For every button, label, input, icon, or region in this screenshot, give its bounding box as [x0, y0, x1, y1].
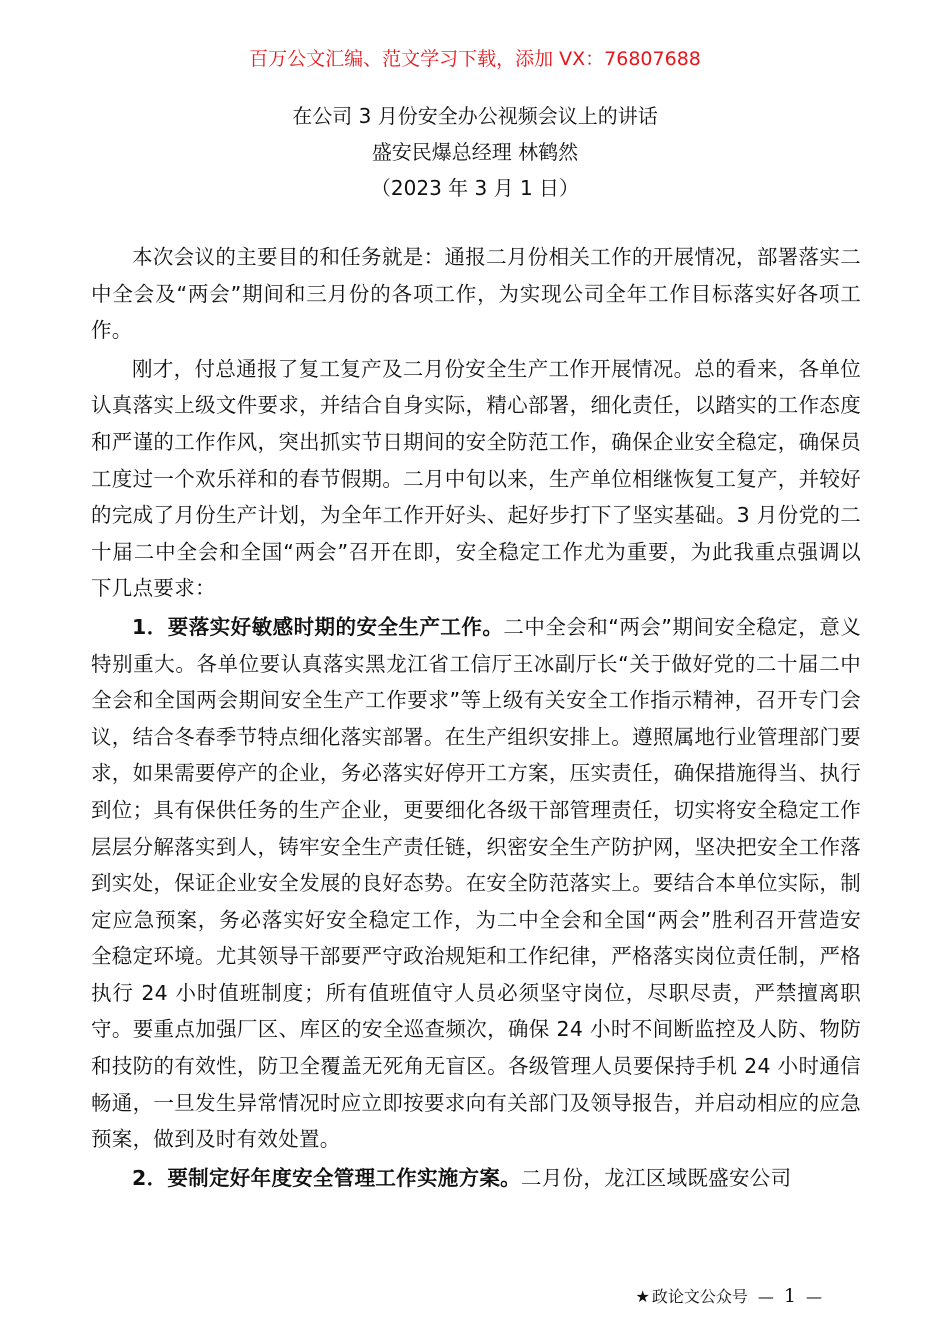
page-number: 1	[783, 1285, 796, 1307]
footer-dash-right: —	[806, 1287, 822, 1306]
item-1-heading: 1．要落实好敏感时期的安全生产工作。	[132, 614, 504, 639]
title-block	[0, 98, 950, 206]
footer-source: 政论文公众号	[651, 1287, 748, 1306]
item-2-heading: 2．要制定好年度安全管理工作实施方案。	[132, 1165, 521, 1190]
footer-dash-left: —	[757, 1287, 774, 1306]
document-title: 在公司 3 月份安全办公视频会议上的讲话	[292, 104, 658, 128]
document-body	[91, 239, 861, 1198]
date-line: （2023 年 3 月 1 日）	[370, 176, 580, 200]
item-2-paragraph	[91, 1160, 861, 1197]
paragraph-intro: 本次会议的主要目的和任务就是：通报二月份相关工作的开展情况，部署落实二中全会及“两会”期间和三月份的各项工作，为实现公司全年工作目标落实好各项工作。	[91, 245, 861, 343]
paragraph-review: 刚才，付总通报了复工复产及二月份安全生产工作开展情况。总的看来，各单位认真落实上级文件要求，并结合自身实际，精心部署，细化责任，以踏实的工作态度和严谨的工作作风，突出抓实节日期间的安全防范工作，确保企业安全稳定，确保员工度过一个欢乐祥和的春节假期。二月中旬以来，生产单位相继恢复工复产，并较好的完成了月份生产计划，为全年工作开好头、起好步打下了坚实基础。3 月份党的二十届二中全会和全国“两会”召开在即，安全稳定工作尤为重要，为此我重点强调以下几点要求：	[91, 356, 861, 601]
item-1-text: 二中全会和“两会”期间安全稳定，意义特别重大。各单位要认真落实黑龙江省工信厅王冰副厅长“关于做好党的二十届二中全会和全国两会期间安全生产工作要求”等上级有关安全工作指示精神，召开专门会议，结合冬春季节特点细化落实部署。在生产组织安排上。遵照属地行业管理部门要求，如果需要停产的企业，务必落实好停开工方案，压实责任，确保措施得当、执行到位；具有保供任务的生产企业，更要细化各级干部管理责任，切实将安全稳定工作层层分解落实到人，铸牢安全生产责任链，织密安全生产防护网，坚决把安全工作落到实处，保证企业安全发展的良好态势。在安全防范落实上。要结合本单位实际，制定应急预案，务必落实好安全稳定工作，为二中全会和全国“两会”胜利召开营造安全稳定环境。尤其领导干部要严守政治规矩和工作纪律，严格落实岗位责任制，严格执行 24 小时值班制度；所有值班值守人员必须坚守岗位，尽职尽责，严禁擅离职守。要重点加强厂区、库区的安全巡查频次，确保 24 小时不间断监控及人防、物防和技防的有效性，防卫全覆盖无死角无盲区。各级管理人员要保持手机 24 小时通信畅通，一旦发生异常情况时应立即按要求向有关部门及领导报告，并启动相应的应急预案，做到及时有效处置。	[91, 614, 862, 1152]
item-1-paragraph	[91, 609, 861, 1158]
promo-banner: 百万公文汇编、范文学习下载，添加 VX：76807688	[249, 48, 701, 70]
page-footer	[636, 1284, 832, 1309]
star-icon: ★	[635, 1287, 650, 1306]
item-2-text: 二月份，龙江区域既盛安公司	[520, 1165, 792, 1190]
author-line: 盛安民爆总经理 林鹤然	[371, 140, 579, 164]
